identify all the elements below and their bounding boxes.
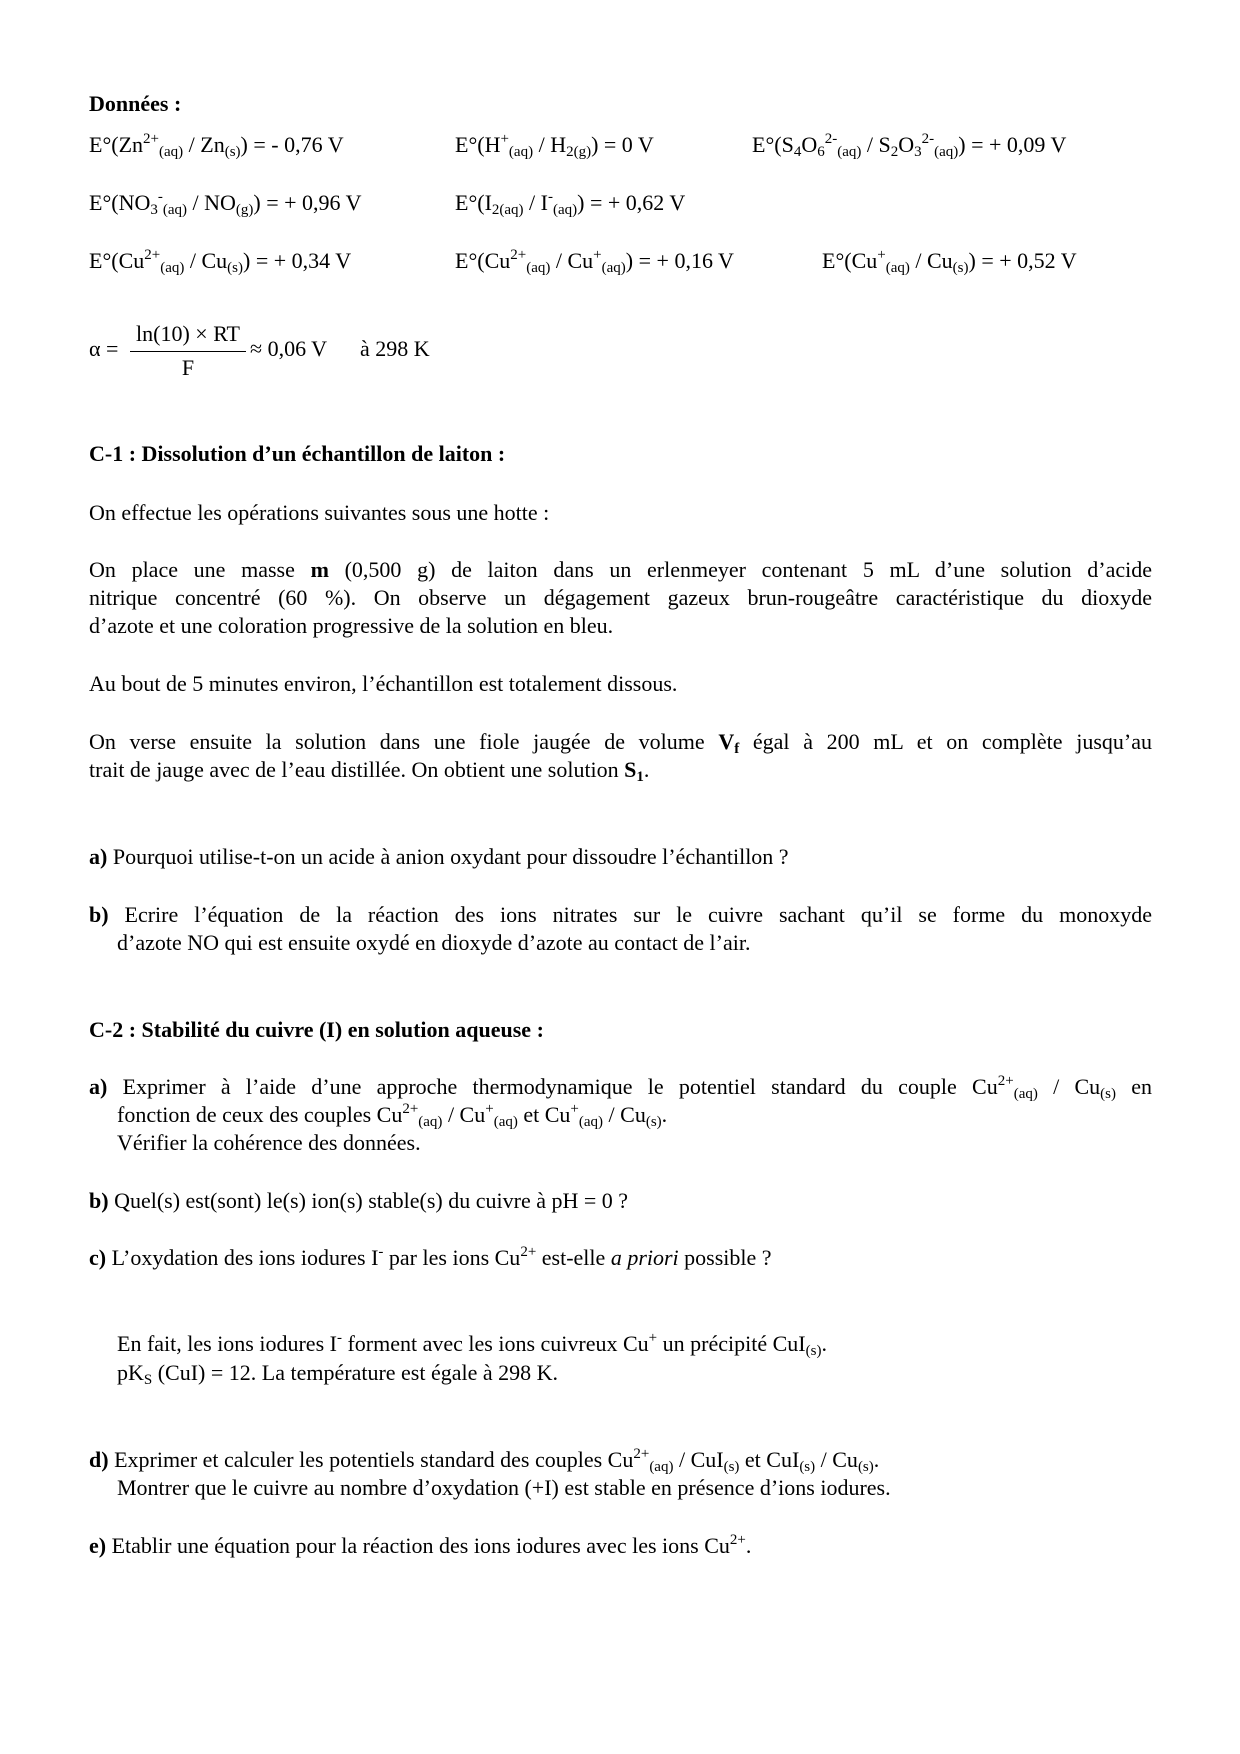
potential-i2: $E^\circ(I_{2(aq)} / I^-_{(aq)})$ = + 0,62 V	[455, 189, 686, 218]
c2-question-a-line-1: a) Exprimer à l’aide d’une approche thermodynamique le potentiel standard du couple $Cu^{2+}_{(aq)} / Cu_{(s)}$ en	[89, 1073, 1152, 1102]
c1-paragraph-3-line-1: On verse ensuite la solution dans une fiole jaugée de volume $V_f$ égal à 200 mL et on complète jusqu’au	[89, 729, 1152, 757]
c2-question-a-line-3: Vérifier la cohérence des données.	[117, 1130, 421, 1155]
c1-paragraph-1-line-2: nitrique concentré (60 %). On observe un dégagement gazeux brun-rougeâtre caractéristique du dioxyde	[89, 585, 1152, 610]
potential-zn: $E^\circ(Zn^{2+}_{(aq)} / Zn_{(s)})$ = - 0,76 V	[89, 131, 344, 160]
fraction-bar	[130, 351, 246, 352]
potential-cu2-cu: $E^\circ(Cu^{2+}_{(aq)} / Cu_{(s)})$ = + 0,34 V	[89, 247, 352, 276]
potential-cu2-cu1: $E^\circ(Cu^{2+}_{(aq)} / Cu^+_{(aq)})$ = + 0,16 V	[455, 247, 734, 276]
c1-paragraph-2: Au bout de 5 minutes environ, l’échantillon est totalement dissous.	[89, 671, 678, 696]
alpha-temp: à 298 K	[360, 336, 430, 361]
c2-question-d-line-2: Montrer que le cuivre au nombre d’oxydation (+I) est stable en présence d’ions iodures.	[117, 1475, 891, 1500]
c1-question-b-line-1: b) Ecrire l’équation de la réaction des ions nitrates sur le cuivre sachant qu’il se forme du monoxyde	[89, 902, 1152, 927]
c1-question-b-line-2: d’azote NO qui est ensuite oxydé en dioxyde d’azote au contact de l’air.	[117, 930, 751, 955]
alpha-approx: ≈ 0,06 V	[250, 336, 328, 361]
c2-question-c: c) L’oxydation des ions iodures I- par les ions $Cu^{2+}$ est-elle a priori possible ?	[89, 1244, 772, 1270]
potential-no3: $E^\circ(NO_3^-_{(aq)} / NO_{(g)})$ = + 0,96 V	[89, 189, 362, 218]
section-c1-title: C-1 : Dissolution d’un échantillon de laiton :	[89, 441, 506, 466]
c2-question-e: e) Etablir une équation pour la réaction des ions iodures avec les ions $Cu^{2+}$.	[89, 1532, 752, 1558]
c1-question-a: a) Pourquoi utilise-t-on un acide à anion oxydant pour dissoudre l’échantillon ?	[89, 844, 789, 869]
c1-paragraph-1-line-1: On place une masse m (0,500 g) de laiton dans un erlenmeyer contenant 5 mL d’une solution d’acide	[89, 557, 1152, 582]
potential-s4o6: $E^\circ(S_4O_6^{2-}_{(aq)} / S_2O_3^{2-}_{(aq)})$ = + 0,09 V	[752, 131, 1067, 160]
c1-paragraph-3-line-2: trait de jauge avec de l’eau distillée. On obtient une solution $S_1$.	[89, 757, 650, 785]
c1-intro: On effectue les opérations suivantes sous une hotte :	[89, 500, 550, 525]
alpha-denominator: F	[181, 355, 195, 380]
donnees-heading: Données :	[89, 91, 182, 116]
section-c2-title: C-2 : Stabilité du cuivre (I) en solution aqueuse :	[89, 1017, 544, 1042]
c1-paragraph-1-line-3: d’azote et une coloration progressive de la solution en bleu.	[89, 613, 614, 638]
alpha-lhs: α =	[89, 336, 119, 361]
c2-question-a-line-2: fonction de ceux des couples $Cu^{2+}_{(aq)} / Cu^+_{(aq)}$ et $Cu^+_{(aq)} / Cu_{(s)}$.	[117, 1101, 668, 1130]
c2-info-line-1: En fait, les ions iodures I- forment avec les ions cuivreux Cu+ un précipité CuI$_{(s)}$.	[117, 1330, 827, 1359]
potential-h: $E^\circ(H^+_{(aq)} / H_{2(g)}) = 0$ V	[455, 131, 654, 160]
c2-question-d-line-1: d) Exprimer et calculer les potentiels standard des couples $Cu^{2+}_{(aq)} / CuI_{(s)}$ et $CuI_{(s)} / Cu_{(s)}$.	[89, 1446, 880, 1475]
potential-cu1-cu: $E^\circ(Cu^+_{(aq)} / Cu_{(s)})$ = + 0,52 V	[822, 247, 1077, 276]
c2-info-line-2: $pK_S$ (CuI) = 12. La température est égale à 298 K.	[117, 1360, 559, 1388]
c2-question-b: b) Quel(s) est(sont) le(s) ion(s) stable(s) du cuivre à pH = 0 ?	[89, 1188, 629, 1213]
alpha-numerator: ln(10) × RT	[136, 321, 240, 346]
